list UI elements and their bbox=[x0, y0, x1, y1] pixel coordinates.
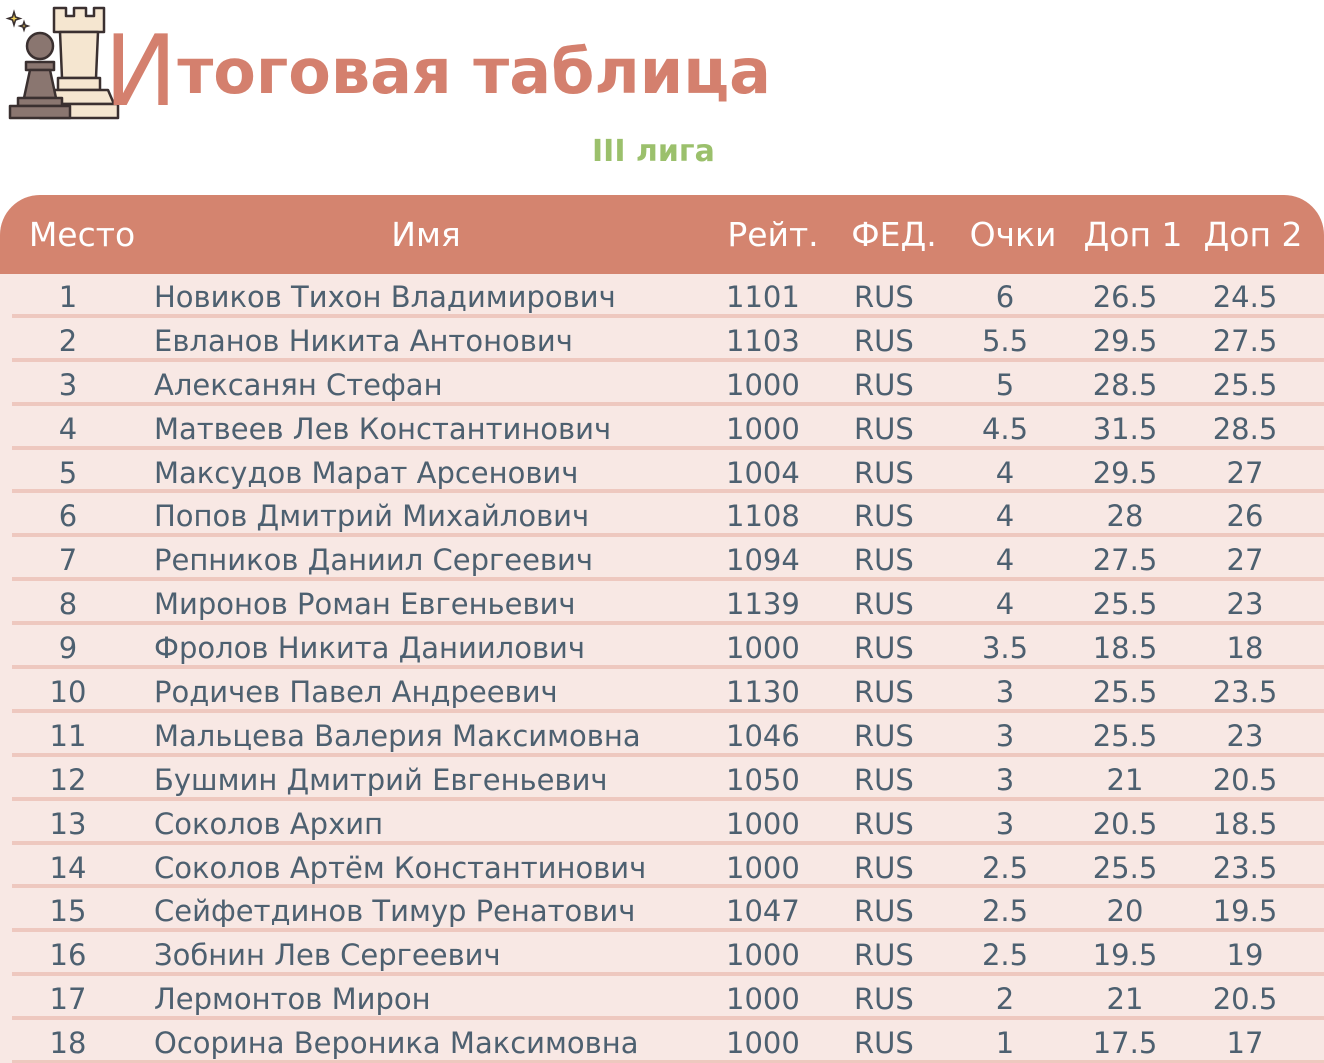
cell-place: 1 bbox=[58, 280, 78, 314]
cell-name: Родичев Павел Андреевич bbox=[154, 675, 558, 710]
cell-name: Мальцева Валерия Максимовна bbox=[154, 718, 641, 753]
cell-points: 6 bbox=[995, 280, 1015, 314]
cell-fed: RUS bbox=[854, 587, 914, 622]
cell-tb2: 19 bbox=[1226, 938, 1264, 973]
cell-points: 1 bbox=[995, 1026, 1015, 1061]
cell-place: 10 bbox=[49, 675, 87, 710]
cell-fed: RUS bbox=[854, 675, 914, 710]
table-row bbox=[0, 845, 1324, 889]
cell-points: 3 bbox=[995, 718, 1015, 753]
cell-tb2: 27 bbox=[1226, 543, 1264, 578]
cell-points: 2 bbox=[995, 982, 1015, 1017]
cell-tb1: 21 bbox=[1106, 982, 1144, 1017]
cell-rating: 1130 bbox=[726, 675, 800, 710]
cell-tb2: 23.5 bbox=[1212, 850, 1278, 885]
cell-fed: RUS bbox=[854, 1026, 914, 1061]
table-header bbox=[0, 195, 1324, 274]
table-row bbox=[0, 493, 1324, 537]
cell-name: Евланов Никита Антонович bbox=[154, 323, 573, 358]
table-row bbox=[0, 1020, 1324, 1063]
cell-tb1: 21 bbox=[1106, 762, 1144, 797]
cell-fed: RUS bbox=[854, 499, 914, 534]
table-row bbox=[0, 450, 1324, 494]
cell-fed: RUS bbox=[854, 367, 914, 402]
cell-name: Попов Дмитрий Михайлович bbox=[154, 499, 590, 534]
cell-points: 5.5 bbox=[981, 323, 1029, 358]
cell-rating: 1103 bbox=[726, 323, 800, 358]
cell-tb1: 25.5 bbox=[1092, 587, 1158, 622]
cell-name: Зобнин Лев Сергеевич bbox=[154, 938, 501, 973]
cell-points: 4 bbox=[995, 499, 1015, 534]
standings-table bbox=[0, 195, 1324, 1063]
cell-tb1: 26.5 bbox=[1092, 280, 1158, 314]
cell-place: 13 bbox=[49, 806, 87, 841]
cell-rating: 1000 bbox=[726, 1026, 800, 1061]
cell-tb1: 17.5 bbox=[1092, 1026, 1158, 1061]
cell-place: 2 bbox=[58, 323, 78, 358]
cell-tb2: 18 bbox=[1226, 631, 1264, 666]
cell-place: 6 bbox=[58, 499, 78, 534]
cell-name: Фролов Никита Даниилович bbox=[154, 631, 586, 666]
cell-points: 4 bbox=[995, 587, 1015, 622]
table-row bbox=[0, 581, 1324, 625]
cell-points: 3 bbox=[995, 762, 1015, 797]
cell-fed: RUS bbox=[854, 850, 914, 885]
col-header-fed: ФЕД. bbox=[851, 215, 937, 254]
table-row bbox=[0, 318, 1324, 362]
cell-points: 2.5 bbox=[981, 850, 1029, 885]
cell-tb1: 29.5 bbox=[1092, 455, 1158, 490]
cell-tb2: 28.5 bbox=[1212, 411, 1278, 446]
cell-name: Осорина Вероника Максимовна bbox=[154, 1026, 639, 1061]
col-header-points: Очки bbox=[969, 215, 1057, 254]
cell-rating: 1046 bbox=[726, 718, 800, 753]
cell-name: Алексанян Стефан bbox=[154, 367, 443, 402]
cell-rating: 1004 bbox=[726, 455, 800, 490]
cell-rating: 1047 bbox=[726, 894, 800, 929]
cell-tb2: 18.5 bbox=[1212, 806, 1278, 841]
table-row bbox=[0, 976, 1324, 1020]
table-row bbox=[0, 801, 1324, 845]
table-row bbox=[0, 669, 1324, 713]
cell-name: Матвеев Лев Константинович bbox=[154, 411, 612, 446]
table-row bbox=[0, 362, 1324, 406]
cell-tb1: 20.5 bbox=[1092, 806, 1158, 841]
cell-rating: 1000 bbox=[726, 411, 800, 446]
col-header-tb2: Доп 2 bbox=[1203, 215, 1303, 254]
cell-tb1: 25.5 bbox=[1092, 850, 1158, 885]
cell-points: 2.5 bbox=[981, 938, 1029, 973]
cell-tb2: 23 bbox=[1226, 587, 1264, 622]
cell-fed: RUS bbox=[854, 455, 914, 490]
cell-rating: 1000 bbox=[726, 806, 800, 841]
cell-tb2: 19.5 bbox=[1212, 894, 1278, 929]
cell-rating: 1000 bbox=[726, 367, 800, 402]
cell-fed: RUS bbox=[854, 543, 914, 578]
cell-rating: 1050 bbox=[726, 762, 800, 797]
cell-fed: RUS bbox=[854, 718, 914, 753]
cell-tb2: 27 bbox=[1226, 455, 1264, 490]
cell-fed: RUS bbox=[854, 411, 914, 446]
cell-place: 16 bbox=[49, 938, 87, 973]
cell-tb2: 26 bbox=[1226, 499, 1264, 534]
cell-tb2: 23.5 bbox=[1212, 675, 1278, 710]
cell-tb2: 23 bbox=[1226, 718, 1264, 753]
cell-place: 17 bbox=[49, 982, 87, 1017]
col-header-rating: Рейт. bbox=[727, 215, 819, 254]
table-row bbox=[0, 932, 1324, 976]
table-row bbox=[0, 757, 1324, 801]
cell-name: Соколов Архип bbox=[154, 806, 384, 841]
cell-place: 4 bbox=[58, 411, 78, 446]
cell-tb1: 31.5 bbox=[1092, 411, 1158, 446]
cell-points: 3.5 bbox=[981, 631, 1029, 666]
cell-place: 11 bbox=[49, 718, 87, 753]
table-row bbox=[0, 625, 1324, 669]
table-row bbox=[0, 274, 1324, 318]
table-row bbox=[0, 406, 1324, 450]
title-first-letter: И bbox=[104, 15, 178, 129]
cell-tb2: 24.5 bbox=[1212, 280, 1278, 314]
title-rest: тоговая таблица bbox=[177, 35, 772, 108]
cell-place: 18 bbox=[49, 1026, 87, 1061]
cell-tb1: 18.5 bbox=[1092, 631, 1158, 666]
cell-points: 4.5 bbox=[981, 411, 1029, 446]
cell-rating: 1094 bbox=[726, 543, 800, 578]
cell-fed: RUS bbox=[854, 806, 914, 841]
league-subtitle: III лига bbox=[592, 134, 715, 169]
cell-tb1: 27.5 bbox=[1092, 543, 1158, 578]
cell-rating: 1000 bbox=[726, 631, 800, 666]
cell-name: Миронов Роман Евгеньевич bbox=[154, 587, 576, 622]
cell-tb2: 27.5 bbox=[1212, 323, 1278, 358]
table-row bbox=[0, 888, 1324, 932]
cell-tb1: 19.5 bbox=[1092, 938, 1158, 973]
cell-rating: 1108 bbox=[726, 499, 800, 534]
cell-fed: RUS bbox=[854, 762, 914, 797]
cell-tb1: 28.5 bbox=[1092, 367, 1158, 402]
cell-points: 3 bbox=[995, 806, 1015, 841]
cell-place: 15 bbox=[49, 894, 87, 929]
cell-tb2: 25.5 bbox=[1212, 367, 1278, 402]
cell-name: Лермонтов Мирон bbox=[154, 982, 431, 1017]
page-title bbox=[104, 15, 772, 132]
cell-fed: RUS bbox=[854, 894, 914, 929]
cell-place: 12 bbox=[49, 762, 87, 797]
cell-rating: 1101 bbox=[726, 280, 800, 314]
cell-tb2: 17 bbox=[1226, 1026, 1264, 1061]
col-header-name: Имя bbox=[391, 215, 461, 254]
table-row bbox=[0, 713, 1324, 757]
cell-rating: 1139 bbox=[726, 587, 800, 622]
cell-fed: RUS bbox=[854, 982, 914, 1017]
cell-tb2: 20.5 bbox=[1212, 982, 1278, 1017]
cell-points: 3 bbox=[995, 675, 1015, 710]
cell-name: Бушмин Дмитрий Евгеньевич bbox=[154, 762, 608, 797]
cell-fed: RUS bbox=[854, 631, 914, 666]
cell-name: Репников Даниил Сергеевич bbox=[154, 543, 593, 578]
cell-name: Новиков Тихон Владимирович bbox=[154, 280, 616, 314]
cell-place: 3 bbox=[58, 367, 78, 402]
col-header-tb1: Доп 1 bbox=[1083, 215, 1183, 254]
cell-rating: 1000 bbox=[726, 850, 800, 885]
cell-place: 14 bbox=[49, 850, 87, 885]
cell-rating: 1000 bbox=[726, 938, 800, 973]
cell-tb1: 28 bbox=[1106, 499, 1144, 534]
cell-tb1: 20 bbox=[1106, 894, 1144, 929]
cell-tb1: 29.5 bbox=[1092, 323, 1158, 358]
cell-points: 4 bbox=[995, 543, 1015, 578]
cell-name: Максудов Марат Арсенович bbox=[154, 455, 579, 490]
cell-points: 4 bbox=[995, 455, 1015, 490]
cell-place: 8 bbox=[58, 587, 78, 622]
cell-tb2: 20.5 bbox=[1212, 762, 1278, 797]
cell-name: Сейфетдинов Тимур Ренатович bbox=[154, 894, 636, 929]
sparkle-icon bbox=[8, 12, 28, 30]
col-header-place: Место bbox=[28, 215, 136, 254]
cell-fed: RUS bbox=[854, 280, 914, 314]
cell-place: 9 bbox=[58, 631, 78, 666]
cell-name: Соколов Артём Константинович bbox=[154, 850, 647, 885]
table-row bbox=[0, 537, 1324, 581]
cell-fed: RUS bbox=[854, 938, 914, 973]
cell-tb1: 25.5 bbox=[1092, 718, 1158, 753]
cell-tb1: 25.5 bbox=[1092, 675, 1158, 710]
cell-fed: RUS bbox=[854, 323, 914, 358]
cell-place: 5 bbox=[58, 455, 78, 490]
cell-points: 5 bbox=[995, 367, 1015, 402]
table-body bbox=[0, 274, 1324, 1063]
cell-rating: 1000 bbox=[726, 982, 800, 1017]
cell-place: 7 bbox=[58, 543, 78, 578]
cell-points: 2.5 bbox=[981, 894, 1029, 929]
